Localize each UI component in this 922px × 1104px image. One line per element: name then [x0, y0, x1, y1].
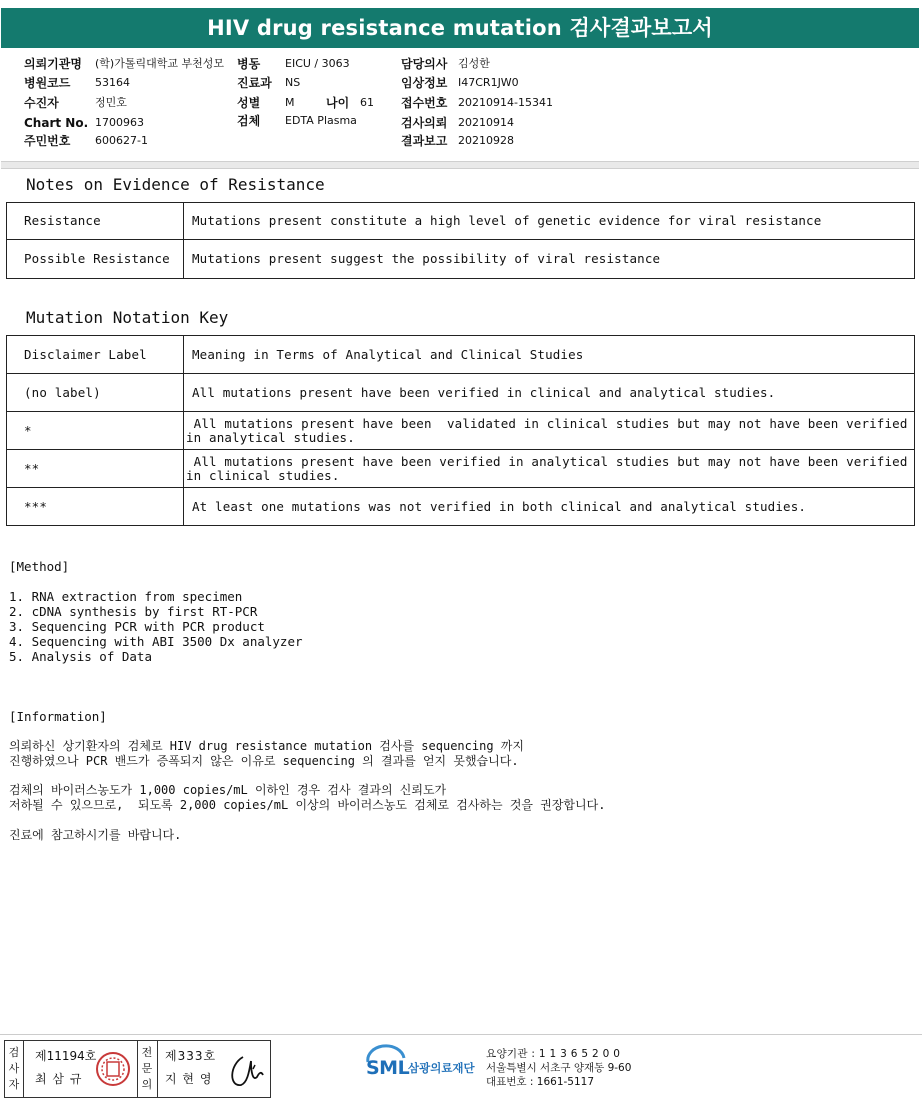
inspector-label: 검 사 자	[8, 1046, 20, 1091]
institution-code: 요양기관 : 1 1 3 6 5 2 0 0	[486, 1048, 621, 1060]
patient-name-value: 정민호	[95, 96, 127, 109]
method-item-5: 5. Analysis of Data	[9, 649, 152, 664]
key-text-no-label: All mutations present have been verified in clinical and analytical studies.	[184, 374, 915, 412]
notes-label-possible-resistance: Possible Resistance	[7, 240, 184, 279]
signature-divider	[23, 1041, 24, 1097]
request-date-label: 검사의뢰	[401, 116, 448, 130]
resident-no-value: 600627-1	[95, 134, 148, 147]
inspector-name: 최 삼 규	[35, 1072, 83, 1086]
specimen-value: EDTA Plasma	[285, 114, 357, 127]
patient-name-label: 수진자	[24, 96, 59, 110]
key-text-two-star: All mutations present have been verified in analytical studies but may not have been verified in clinical studies.	[184, 450, 915, 488]
doctor-value: 김성한	[458, 57, 490, 70]
org-logo	[364, 1044, 484, 1088]
specialist-name: 지 현 영	[165, 1072, 213, 1086]
table-row	[7, 488, 915, 526]
hospital-code-label: 병원코드	[24, 76, 71, 90]
report-date-value: 20210928	[458, 134, 514, 147]
table-header-row	[7, 336, 915, 374]
specialist-signature-icon	[223, 1047, 269, 1093]
department-value: NS	[285, 76, 301, 89]
specimen-label: 검체	[237, 114, 261, 128]
notes-label-resistance: Resistance	[7, 203, 184, 240]
specialist-label: 전 문 의	[141, 1046, 153, 1091]
header-divider-bottom	[1, 168, 919, 169]
method-item-3: 3. Sequencing PCR with PCR product	[9, 619, 265, 634]
receipt-no-value: 20210914-15341	[458, 96, 553, 109]
notes-text-resistance: Mutations present constitute a high level of genetic evidence for viral resistance	[184, 203, 915, 240]
signature-divider	[137, 1041, 138, 1097]
hospital-name-value: (학)가톨릭대학교 부천성모	[95, 57, 224, 70]
resident-no-label: 주민번호	[24, 134, 71, 148]
key-text-three-star: At least one mutations was not verified in both clinical and analytical studies.	[184, 488, 915, 526]
information-paragraph-3: 진료에 참고하시기를 바랍니다.	[9, 828, 182, 842]
clinical-info-value: I47CR1JW0	[458, 76, 519, 89]
table-row	[7, 450, 915, 488]
report-title: HIV drug resistance mutation 검사결과보고서	[1, 8, 919, 48]
table-row	[7, 240, 915, 279]
sex-label: 성별	[237, 96, 261, 110]
receipt-no-label: 접수번호	[401, 96, 448, 110]
hospital-code-value: 53164	[95, 76, 130, 89]
signature-divider	[157, 1041, 158, 1097]
key-label-three-star: ***	[7, 488, 184, 526]
table-row	[7, 203, 915, 240]
specialist-license: 제333호	[165, 1049, 217, 1063]
key-section-title: Mutation Notation Key	[26, 308, 229, 327]
org-phone: 대표번호 : 1661-5117	[486, 1076, 595, 1088]
doctor-label: 담당의사	[401, 57, 448, 71]
org-address: 서울특별시 서초구 양재동 9-60	[486, 1062, 632, 1074]
ward-label: 병동	[237, 57, 261, 71]
key-label-two-star: **	[7, 450, 184, 488]
notes-section-title: Notes on Evidence of Resistance	[26, 175, 325, 194]
sex-value: M	[285, 96, 295, 109]
table-row	[7, 412, 915, 450]
information-paragraph-2: 검체의 바이러스농도가 1,000 copies/mL 이하인 경우 검사 결과의 신뢰도가 저하될 수 있으므로, 되도록 2,000 copies/mL 이상의 바이러스농도 검체로 검사하는 것을 권장합니다.	[9, 783, 606, 812]
key-table	[6, 335, 915, 526]
report-date-label: 결과보고	[401, 134, 448, 148]
inspector-license: 제11194호	[35, 1049, 97, 1063]
key-header-label: Disclaimer Label	[7, 336, 184, 374]
inspector-seal-icon	[95, 1049, 131, 1089]
method-heading: [Method]	[9, 559, 70, 574]
request-date-value: 20210914	[458, 116, 514, 129]
key-header-text: Meaning in Terms of Analytical and Clinical Studies	[184, 336, 915, 374]
key-label-one-star: *	[7, 412, 184, 450]
age-label: 나이	[326, 96, 350, 110]
notes-table	[6, 202, 915, 279]
ward-value: EICU / 3063	[285, 57, 350, 70]
age-value: 61	[360, 96, 374, 109]
chart-no-value: 1700963	[95, 116, 144, 129]
notes-text-possible-resistance: Mutations present suggest the possibility of viral resistance	[184, 240, 915, 279]
department-label: 진료과	[237, 76, 272, 90]
method-item-1: 1. RNA extraction from specimen	[9, 589, 243, 604]
signature-box	[4, 1040, 271, 1098]
method-item-4: 4. Sequencing with ABI 3500 Dx analyzer	[9, 634, 303, 649]
table-row	[7, 374, 915, 412]
hospital-name-label: 의뢰기관명	[24, 57, 82, 71]
clinical-info-label: 임상정보	[401, 76, 448, 90]
chart-no-label: Chart No.	[24, 116, 89, 130]
key-label-no-label: (no label)	[7, 374, 184, 412]
information-heading: [Information]	[9, 709, 107, 724]
method-item-2: 2. cDNA synthesis by first RT-PCR	[9, 604, 258, 619]
footer-divider	[0, 1034, 922, 1035]
key-text-one-star: All mutations present have been validated in clinical studies but may not have been verified in analytical studies.	[184, 412, 915, 450]
information-paragraph-1: 의뢰하신 상기환자의 검체로 HIV drug resistance mutation 검사를 sequencing 까지 진행하였으나 PCR 밴드가 증폭되지 않은 이유로 sequencing 의 결과를 얻지 못했습니다.	[9, 739, 524, 768]
org-name: 삼광의료재단	[408, 1061, 475, 1075]
sml-logo-text: SML	[366, 1057, 410, 1079]
